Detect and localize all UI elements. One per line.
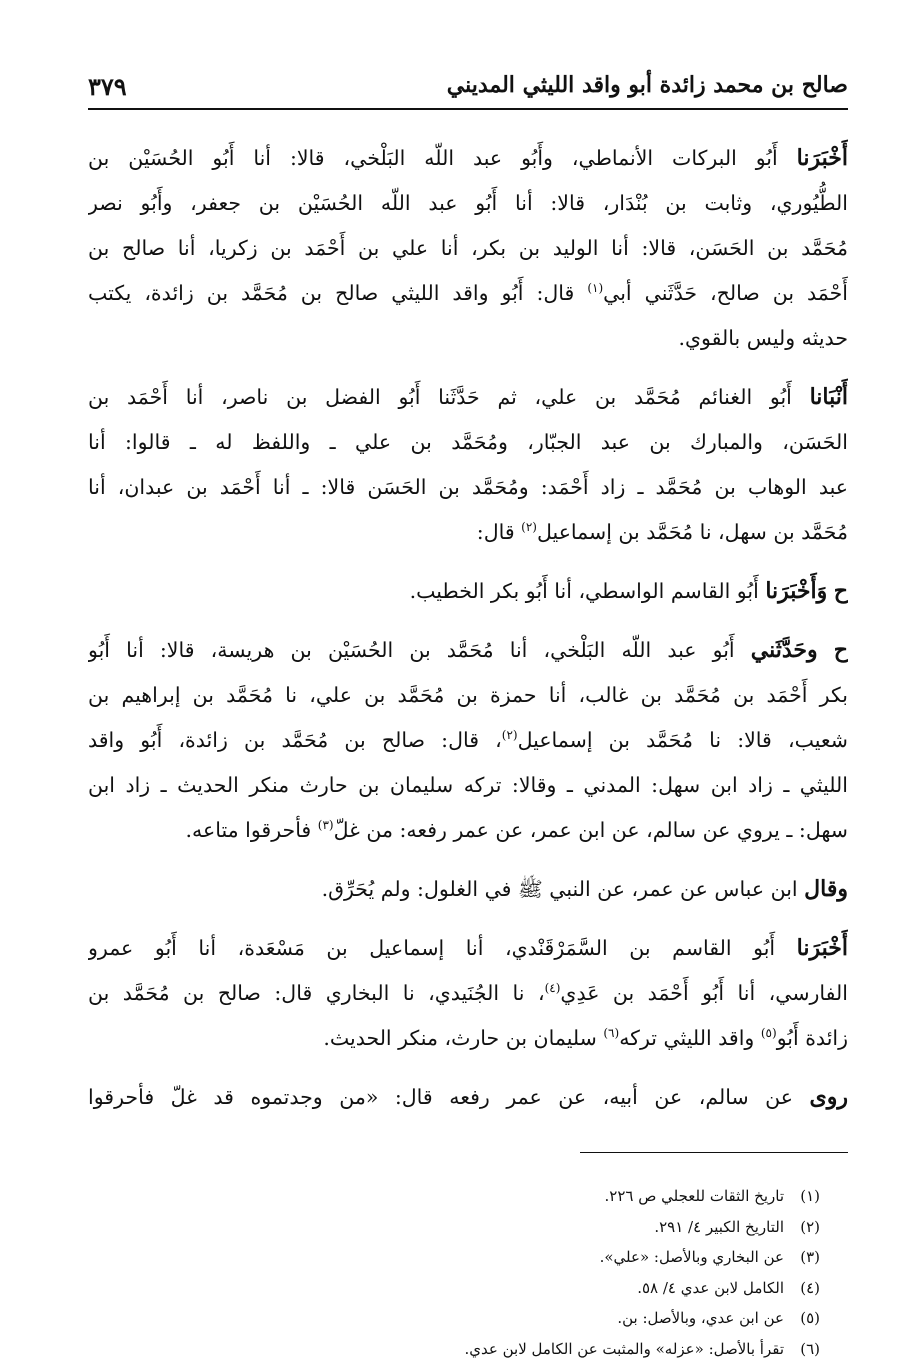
text-line: الفارسي، أنا أَبُو أَحْمَد بن عَدِي$^{(٤)}$، نا الجُنَيدي، نا البخاري قال: صالح بن مُحَمَّد بن — [88, 971, 848, 1016]
footnote-ref[interactable]: (٢) — [502, 728, 518, 742]
text-line: ح وَأَخْبَرَنا أَبُو القاسم الواسطي، أنا أَبُو بكر الخطيب. — [88, 569, 848, 614]
paragraph — [88, 628, 848, 853]
paragraph-lead: وحَدَّثَني — [751, 637, 818, 663]
footnote-item — [88, 1212, 820, 1243]
footnote-ref[interactable]: (٣) — [318, 818, 334, 832]
paragraph-prefix: ح — [834, 637, 848, 663]
footnote-ref[interactable]: (٢) — [521, 520, 537, 534]
footnote-ref[interactable]: (١) — [587, 281, 603, 295]
paragraph-lead: وقال — [804, 876, 848, 902]
footnote-item — [88, 1273, 820, 1304]
footnote-text: عن البخاري وبالأصل: «علي». — [600, 1248, 784, 1266]
footnote-text: تقرأ بالأصل: «عزله» والمثبت عن الكامل لابن عدي. — [465, 1340, 785, 1358]
footnote-text: الكامل لابن عدي ٤/ ٥٨. — [637, 1279, 784, 1297]
text-line: بكر أَحْمَد بن مُحَمَّد بن غالب، أنا حمزة بن مُحَمَّد بن علي، نا مُحَمَّد بن إبراهيم بن — [88, 673, 848, 718]
paragraph-lead: روى — [810, 1084, 848, 1110]
text-line: عبد الوهاب بن مُحَمَّد ـ زاد أَحْمَد: ومُحَمَّد بن الحَسَن قالا: ـ أنا أَحْمَد بن عبدان، أنا — [88, 465, 848, 510]
footnote-number: (٤) — [784, 1273, 820, 1304]
text-line: ح وحَدَّثَني أَبُو عبد اللّه البَلْخي، أنا مُحَمَّد بن الحُسَيْن بن هريسة، قالا: أنا أَبُو — [88, 628, 848, 673]
text-line: الطُّيُوري، وثابت بن بُنْدَار، قالا: أنا أَبُو عبد اللّه الحُسَيْن بن جعفر، وأَبُو نصر — [88, 181, 848, 226]
text-line: مُحَمَّد بن سهل، نا مُحَمَّد بن إسماعيل$^{(٢)}$ قال: — [88, 510, 848, 555]
text-line: أَنْبَانا أَبُو الغنائم مُحَمَّد بن علي، ثم حَدَّثَنا أَبُو الفضل بن ناصر، أنا أَحْمَد بن — [88, 375, 848, 420]
book-page — [88, 68, 848, 1364]
footnote-item — [88, 1181, 820, 1212]
paragraph — [88, 569, 848, 614]
text-line: زائدة أَبُو$^{(٥)}$ واقد الليثي تركه$^{(٦)}$ سليمان بن حارث، منكر الحديث. — [88, 1016, 848, 1061]
paragraph-lead: أَنْبَانا — [810, 384, 848, 410]
footnote-ref[interactable]: (٦) — [603, 1026, 619, 1040]
text-line: سهل: ـ يروي عن سالم، عن ابن عمر، عن عمر رفعه: من غلّ$^{(٣)}$ فأحرقوا متاعه. — [88, 808, 848, 853]
footnotes — [88, 1181, 848, 1364]
footnote-text: التاريخ الكبير ٤/ ٢٩١. — [654, 1218, 784, 1236]
footnote-divider — [580, 1152, 848, 1153]
text-line: حديثه وليس بالقوي. — [88, 316, 848, 361]
text-line: وقال ابن عباس عن عمر، عن النبي ﷺ في الغلول: ولم يُحَرِّق. — [88, 867, 848, 912]
footnote-ref[interactable]: (٥) — [761, 1026, 777, 1040]
main-text — [88, 136, 848, 1120]
footnote-number: (٦) — [784, 1334, 820, 1364]
footnote-item — [88, 1303, 820, 1334]
footnote-item — [88, 1334, 820, 1364]
paragraph-lead: وَأَخْبَرَنا — [765, 578, 827, 604]
text-line: أَخْبَرَنا أَبُو البركات الأنماطي، وأَبُو عبد اللّه البَلْخي، قالا: أنا أَبُو الحُسَيْن بن — [88, 136, 848, 181]
paragraph-lead: أَخْبَرَنا — [797, 145, 848, 171]
page-number: ٣٧٩ — [88, 72, 127, 101]
footnote-number: (٣) — [784, 1242, 820, 1273]
text-line: أَخْبَرَنا أَبُو القاسم بن السَّمَرْقَنْدي، أنا إسماعيل بن مَسْعَدة، أنا أَبُو عمرو — [88, 926, 848, 971]
footnote-number: (٢) — [784, 1212, 820, 1243]
text-line: شعيب، قالا: نا مُحَمَّد بن إسماعيل$^{(٢)}$، قال: صالح بن مُحَمَّد بن زائدة، أَبُو واقد — [88, 718, 848, 763]
paragraph — [88, 375, 848, 555]
running-head: صالح بن محمد زائدة أبو واقد الليثي المديني — [447, 72, 848, 98]
text-line: أَحْمَد بن صالح، حَدَّثَني أبي$^{(١)}$ قال: أَبُو واقد الليثي صالح بن مُحَمَّد بن زائدة، يكتب — [88, 271, 848, 316]
paragraph-lead: أَخْبَرَنا — [797, 935, 848, 961]
footnote-number: (٥) — [784, 1303, 820, 1334]
text-line: الحَسَن، والمبارك بن عبد الجبّار، ومُحَمَّد بن علي ـ واللفظ له ـ قالوا: أنا — [88, 420, 848, 465]
text-line: مُحَمَّد بن الحَسَن، قالا: أنا الوليد بن بكر، أنا علي بن أَحْمَد بن زكريا، أنا صالح بن — [88, 226, 848, 271]
paragraph — [88, 1075, 848, 1120]
text-line: الليثي ـ زاد ابن سهل: المدني ـ وقالا: تركه سليمان بن حارث منكر الحديث ـ زاد ابن — [88, 763, 848, 808]
footnote-number: (١) — [784, 1181, 820, 1212]
paragraph — [88, 926, 848, 1061]
footnote-text: تاريخ الثقات للعجلي ص ٢٢٦. — [605, 1187, 784, 1205]
paragraph — [88, 867, 848, 912]
footnote-text: عن ابن عدي، وبالأصل: بن. — [617, 1309, 784, 1327]
footnote-ref[interactable]: (٤) — [545, 981, 561, 995]
text-line: روى عن سالم، عن أبيه، عن عمر رفعه قال: «من وجدتموه قد غلّ فأحرقوا — [88, 1075, 848, 1120]
paragraph-prefix: ح — [834, 578, 848, 604]
paragraph — [88, 136, 848, 361]
page-header — [88, 68, 848, 110]
footnote-item — [88, 1242, 820, 1273]
